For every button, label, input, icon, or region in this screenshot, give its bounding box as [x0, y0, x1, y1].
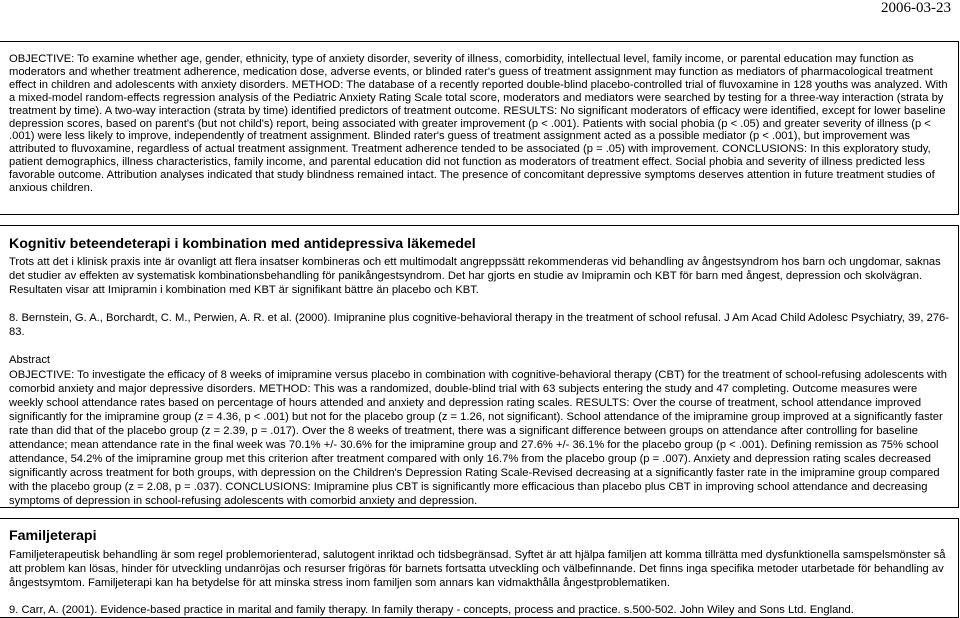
section-paragraph: Trots att det i klinisk praxis inte är ovanligt att flera insatser kombineras och ett multimodalt angreppssätt rekommenderas vid behandling av ångestsyndrom hos barn och ungdomar, saknas det studier av effekten av systematisk kombinationsbehandling för panikångestsyndrom. Det har gjorts en studie av Imipramin och KBT för barn med ångest, depression och skolvägran. Resultaten visar att Imipramin i kombination med KBT är signifikant bättre än placebo och KBT. — [9, 256, 941, 297]
section-family-therapy — [0, 518, 959, 618]
abstract-label: Abstract — [9, 354, 51, 367]
reference-citation: 8. Bernstein, G. A., Borchardt, C. M., Perwien, A. R. et al. (2000). Imipranine plus cognitive-behavioral therapy in the treatment of school refusal. J Am Acad Child Adolesc Psychiatry, 39, 276-83. — [9, 312, 949, 339]
abstract-text: OBJECTIVE: To investigate the efficacy of 8 weeks of imipramine versus placebo in combination with cognitive-behavioral therapy (CBT) for the treatment of school-refusing adolescents with comorbid anxiety and major depressive disorders. METHOD: This was a randomized, double-blind trial with 63 subjects entering the study and 47 completing. Outcome measures were weekly school attendance rates based on percentage of hours attended and anxiety and depression rating scales. RESULTS: Over the course of treatment, school attendance improved significantly for the imipramine group (z = 4.36, p < .001) but not for the placebo group (z = 1.26, not significant). School attendance of the imipramine group improved at a significantly faster rate than did that of the placebo group (z = 2.39, p = .017). Over the 8 weeks of treatment, there was a significant difference between groups on attendance after controlling for baseline attendance; mean attendance rate in the final week was 70.1% +/- 30.6% for the imipramine group and 27.6% +/- 36.1% for the placebo group (p < .001). Defining remission as 75% school attendance, 54.2% of the imipramine group met this criterion after treatment compared with only 16.7% from the placebo group (p = .007). Anxiety and depression rating scales decreased significantly across treatment for both groups, with depression on the Children's Depression Rating Scale-Revised decreasing at a significantly faster rate in the imipramine group compared with the placebo group (z = 2.08, p = .037). CONCLUSIONS: Imipramine plus CBT is significantly more efficacious than placebo plus CBT in improving school attendance and decreasing symptoms of depression in school-refusing adolescents with comorbid anxiety and depression. — [9, 368, 947, 508]
section-cbt-antidepressants — [0, 225, 959, 508]
page-date: 2006-03-23 — [881, 0, 951, 16]
reference-citation: 9. Carr, A. (2001). Evidence-based practice in marital and family therapy. In family therapy - concepts, process and practice. s.500-502. John Wiley and Sons Ltd. England. — [9, 604, 854, 617]
abstract-box — [0, 41, 959, 215]
section-heading: Kognitiv beteendeterapi i kombination med antidepressiva läkemedel — [9, 236, 476, 252]
section-heading: Familjeterapi — [9, 528, 97, 544]
abstract-text: OBJECTIVE: To examine whether age, gender, ethnicity, type of anxiety disorder, severity of illness, comorbidity, intellectual level, family income, or parental education may function as moderators and whether treatment adherence, medication dose, adverse events, or blinded rater's guess of treatment assignment may function as mediators of pharmacological treatment effect in children and adolescents with anxiety disorders. METHOD: The database of a recently reported double-blind placebo-controlled trial of fluvoxamine in 128 youths was analyzed. With a mixed-model random-effects regression analysis of the Pediatric Anxiety Rating Scale total score, moderators and mediators were searched by testing for a three-way interaction (strata by treatment by time). A two-way interaction (strata by time) identified predictors of treatment outcome. RESULTS: No significant moderators of efficacy were identified, except for lower baseline depression scores, based on parent's (but not child's) report, being associated with greater improvement (p < .001). Patients with social phobia (p < .05) and greater severity of illness (p < .001) were less likely to improve, independently of treatment assignment. Blinded rater's guess of treatment assignment acted as a possible mediator (p < .001), but improvement was attributed to fluvoxamine, regardless of actual treatment assignment. Treatment adherence tended to be associated (p = .05) with improvement. CONCLUSIONS: In this exploratory study, patient demographics, illness characteristics, family income, and parental education did not function as moderators of treatment effect. Social phobia and severity of illness predicted less favorable outcome. Attribution analyses indicated that study blindness remained intact. The presence of concomitant depressive symptoms deserves attention in future treatment studies of anxious children. — [9, 53, 948, 195]
section-paragraph: Familjeterapeutisk behandling är som regel problemorienterad, salutogent inriktad och tidsbegränsad. Syftet är att hjälpa familjen att komma tillrätta med dysfunktionella samspelsmönster så att problem kan lösas, hinder för utveckling undanröjas och resurser frigöras för barnets fortsatta utveckling och välbefinnande. Det finns inga specifika metoder utarbetade för behandling av ångestsymtom. Familjeterapi kan ha betydelse för att minska stress inom familjen som annars kan vidmakthålla ångestproblematiken. — [9, 549, 946, 590]
